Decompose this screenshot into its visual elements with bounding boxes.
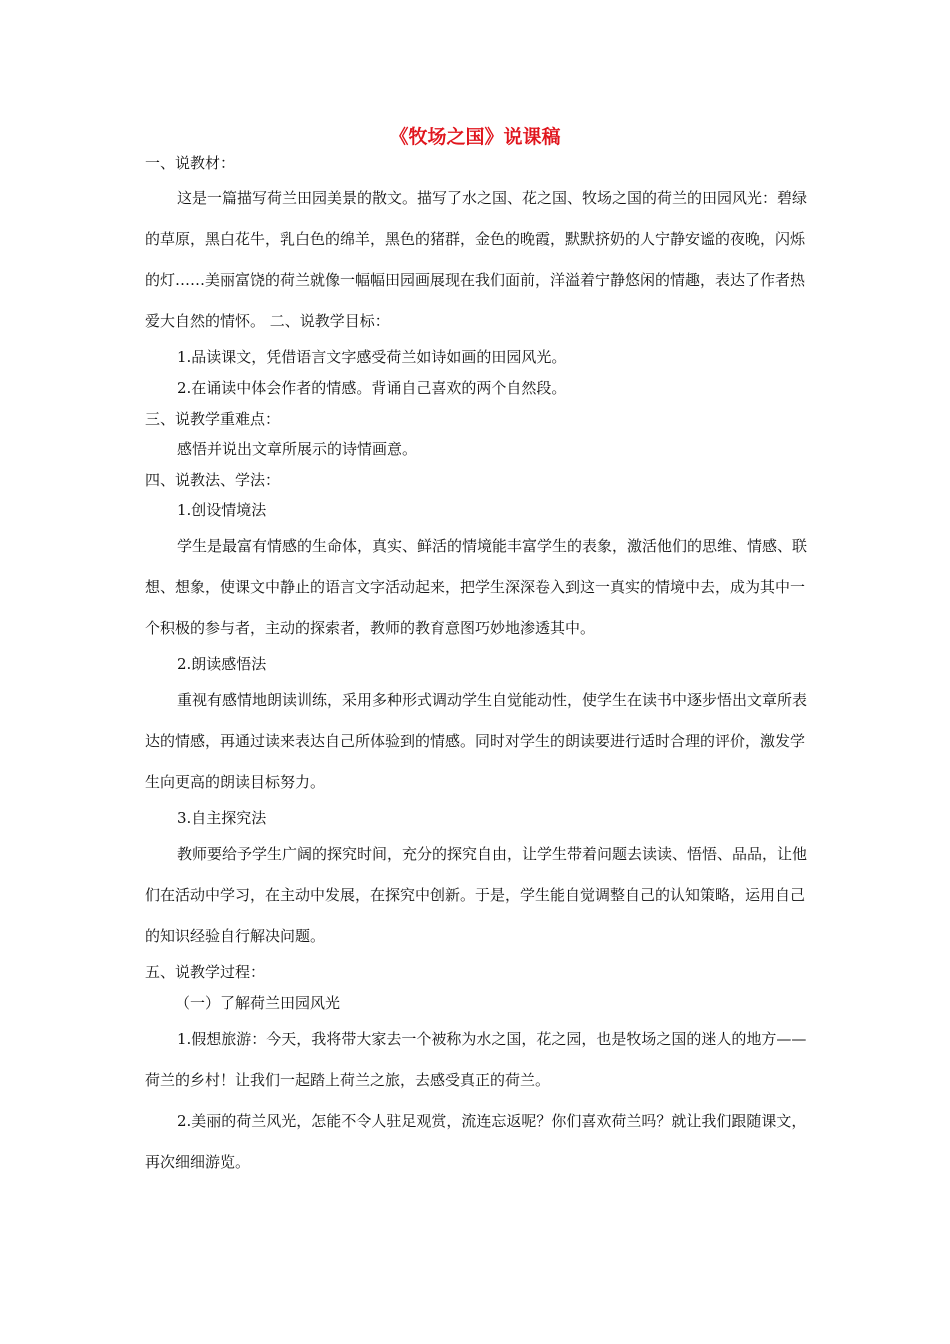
- document-body: [145, 148, 809, 1183]
- method-3-title: 3.自主探究法: [177, 809, 267, 827]
- section-heading-methods: 四、说教法、学法：: [145, 471, 281, 489]
- goal-item-1: 1.品读课文，凭借语言文字感受荷兰如诗如画的田园风光。: [177, 348, 567, 366]
- process-step-1-title: （一）了解荷兰田园风光: [175, 994, 341, 1012]
- section-heading-process: 五、说教学过程：: [145, 963, 266, 981]
- method-2-title: 2.朗读感悟法: [177, 655, 267, 673]
- key-points-paragraph: 感悟并说出文章所展示的诗情画意。: [177, 440, 418, 458]
- textbook-paragraph: 这是一篇描写荷兰田园美景的散文。描写了水之国、花之国、牧场之国的荷兰的田园风光：碧绿的草原，黑白花牛，乳白色的绵羊，黑色的猪群，金色的晚霞，默默挤奶的人宁静安谧的夜晚，闪烁的灯……美丽富饶的荷兰就像一幅幅田园画展现在我们面前，洋溢着宁静悠闲的情趣，表达了作者热爱大自然的情怀。 二、说教学目标：: [145, 189, 808, 330]
- page-title: 《牧场之国》说课稿: [389, 126, 561, 148]
- method-1-title: 1.创设情境法: [177, 501, 267, 519]
- method-3-paragraph: 教师要给予学生广阔的探究时间，充分的探究自由，让学生带着问题去读读、悟悟、品品，让他们在活动中学习，在主动中发展，在探究中创新。于是，学生能自觉调整自己的认知策略，运用自己的知识经验自行解决问题。: [145, 845, 808, 945]
- method-1-paragraph: 学生是最富有情感的生命体，真实、鲜活的情境能丰富学生的表象，激活他们的思维、情感、联想、想象，使课文中静止的语言文字活动起来，把学生深深卷入到这一真实的情境中去，成为其中一个积极的参与者，主动的探索者，教师的教育意图巧妙地渗透其中。: [145, 537, 808, 637]
- process-step-1-item-1: 1.假想旅游：今天，我将带大家去一个被称为水之国，花之园，也是牧场之国的迷人的地方——荷兰的乡村！让我们一起踏上荷兰之旅，去感受真正的荷兰。: [145, 1030, 807, 1089]
- process-step-1-item-2: 2.美丽的荷兰风光，怎能不令人驻足观赏，流连忘返呢？你们喜欢荷兰吗？就让我们跟随课文，再次细细游览。: [145, 1112, 807, 1171]
- method-2-paragraph: 重视有感情地朗读训练，采用多种形式调动学生自觉能动性，使学生在读书中逐步悟出文章所表达的情感，再通过读来表达自己所体验到的情感。同时对学生的朗读要进行适时合理的评价，激发学生向更高的朗读目标努力。: [145, 691, 808, 791]
- goal-item-2: 2.在诵读中体会作者的情感。背诵自己喜欢的两个自然段。: [177, 379, 567, 397]
- section-heading-key-points: 三、说教学重难点：: [145, 410, 281, 428]
- section-heading-textbook: 一、说教材：: [145, 154, 236, 172]
